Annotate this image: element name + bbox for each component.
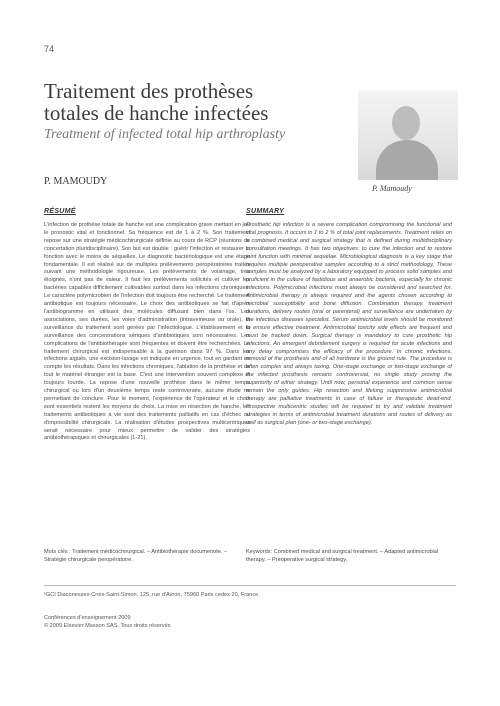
- title-line-1: Traitement des prothèses: [44, 79, 254, 103]
- photo-body-shape: [376, 140, 438, 180]
- resume-heading: RÉSUMÉ: [44, 208, 76, 215]
- keywords-english: Keywords: Combined medical and surgical treatment. – Adapted antimicrobial therapy. – Preoperative surgical strategy.: [246, 549, 439, 563]
- page-number: 74: [44, 44, 55, 54]
- abstract-english: Prosthetic hip infection is a severe complication compromising the functional and vital prognosis. It occurs in 1 to 2 % of total joint replacements. Treatment relies on a combined medical and surgical strategy that is defined during multidisciplinary consultation meetings. It has two objectives: to cure the infection and to restore joint function with minimal sequelae. Microbiological diagnosis is a key stage that requires multiple perioperative samples according to a strict methodology. These samples must be analyzed by a laboratory equipped to process solid samples and proficient in the culture of fastidious and anaerobic bacteria, especially for chronic infections. Polymicrobial infections must always be considered and searched for. Antimicrobial therapy is always required and the agents chosen according to microbial susceptibility and bone diffusion. Combination therapy, treatment durations, delivery routes (oral or parenteral) and surveillance are undertaken by the infectious diseases specialist. Serum antimicrobial levels should be monitored to ensure effective treatment. Antimicrobial toxicity side effects are frequent and must be tracked down. Surgical therapy is mandatory to cure prosthetic hip infections. An emergent debridement surgery is required for acute infections and any delay compromises the efficacy of the procedure. In chronic infections, removal of the prosthesis and of all hardware is the ground rule. The procedure is often complex and always taxing. One-stage exchange or two-stage exchange of the infected prosthesis remains controversial, no single study proving the superiority of either strategy. Until now, personal experience and common sense remain the only guides. Hip resection and lifelong suppressive antimicrobial therapy are palliative treatments in case of failure or therapeutic dead-end. Prospective multicentric studies will be required to try and validate treatment strategies in terms of antimicrobial treatment durations and routes of delivery as well as surgical plan (one- or two-stage exchange).: [246, 222, 452, 426]
- author-photo-caption: P. Mamoudy: [372, 184, 412, 193]
- author-photo: [358, 90, 458, 180]
- journal-name: Conférences d'enseignement 2009: [44, 615, 131, 621]
- title-line-2: totales de hanche infectées: [44, 101, 269, 125]
- photo-head-shape: [392, 106, 420, 140]
- author-name: P. MAMOUDY: [44, 176, 108, 187]
- author-address: ¹GCI Diaconesses-Croix-Saint-Simon, 125, rue d'Avron, 75960 Paris cedex 20, France.: [44, 592, 260, 598]
- keywords-french: Mots clés : Traitement médicochirurgical. – Antibiothérapie documentée. – Stratégie chirurgicale peropératoire.: [44, 549, 228, 563]
- summary-heading: SUMMARY: [246, 208, 285, 215]
- journal-info: [44, 614, 344, 630]
- footnote-divider: [44, 585, 456, 586]
- copyright-notice: © 2009 Elsevier Masson SAS. Tous droits réservés: [44, 623, 171, 629]
- abstract-french: L'infection de prothèse totale de hanche est une complication grave mettant en jeu le pronostic vital et fonctionnel. Sa fréquence est de 1 à 2 %. Son traitement repose sur une stratégie médicochirurgicale définie au cours de RCP (réunions de concertation pluridisciplinaire). Son but est double : guérir l'infection et restaurer la fonction avec le moins de séquelles. Le diagnostic bactériologique est une étape fondamentale. Il est réalisé sur de multiples prélèvements peropératoires traités suivant une méthodologie rigoureuse. Les prélèvements de voisinage, très éloignés, n'ont pas de valeur. Il faut les prélèvements sollicités et cultiver les bactéries capables difficilement cultivables surtout dans les infections chroniques. Le caractère polymicrobien de l'infection doit toujours être recherché. Le traitement antibiotique est toujours nécessaire. Le choix des antibiotiques se fait d'après l'antibiogramme en utilisant des molécules diffusant bien dans l'os. Les associations, ses durées, les voies d'administration (intraveineuse ou orale), la surveillance du traitement sont gérées par l'infectiologue. L'établissement et la surveillance des concentrations sériques d'antibiotiques sont nécessaires. Les complications de l'antibiothérapie sont fréquentes et doivent être recherchées. Le traitement chirurgical est indispensable à la guérison dans 97 %. Dans les infections aiguës, une excision-lavage est indiquée en urgence, tout en gardant en compte les résultats. Dans les infections chroniques, l'ablation de la prothèse et de tout le matériel étranger est la base. C'est une intervention souvent complexe et toujours lourde. La repose d'une nouvelle prothèse dans le même temps chirurgical ou lors d'un deuxième temps reste controversée, aucune étude ne permettant de conclure. Pour le moment, l'expérience de l'opérateur et le choix sont essentiels restent les moyens de choix. La mise en résection de hanche, les traitements antibiotiques à vie sont des traitements palliatifs en cas d'échec ou d'impossibilité chirurgicale. La réalisation d'études prospectives multicentriques serait nécessaire pour mieux permettre de valider des stratégies antibiothérapiques et chirurgicales (1-21).: [44, 222, 250, 442]
- article-subtitle: Treatment of infected total hip arthroplasty: [44, 127, 286, 142]
